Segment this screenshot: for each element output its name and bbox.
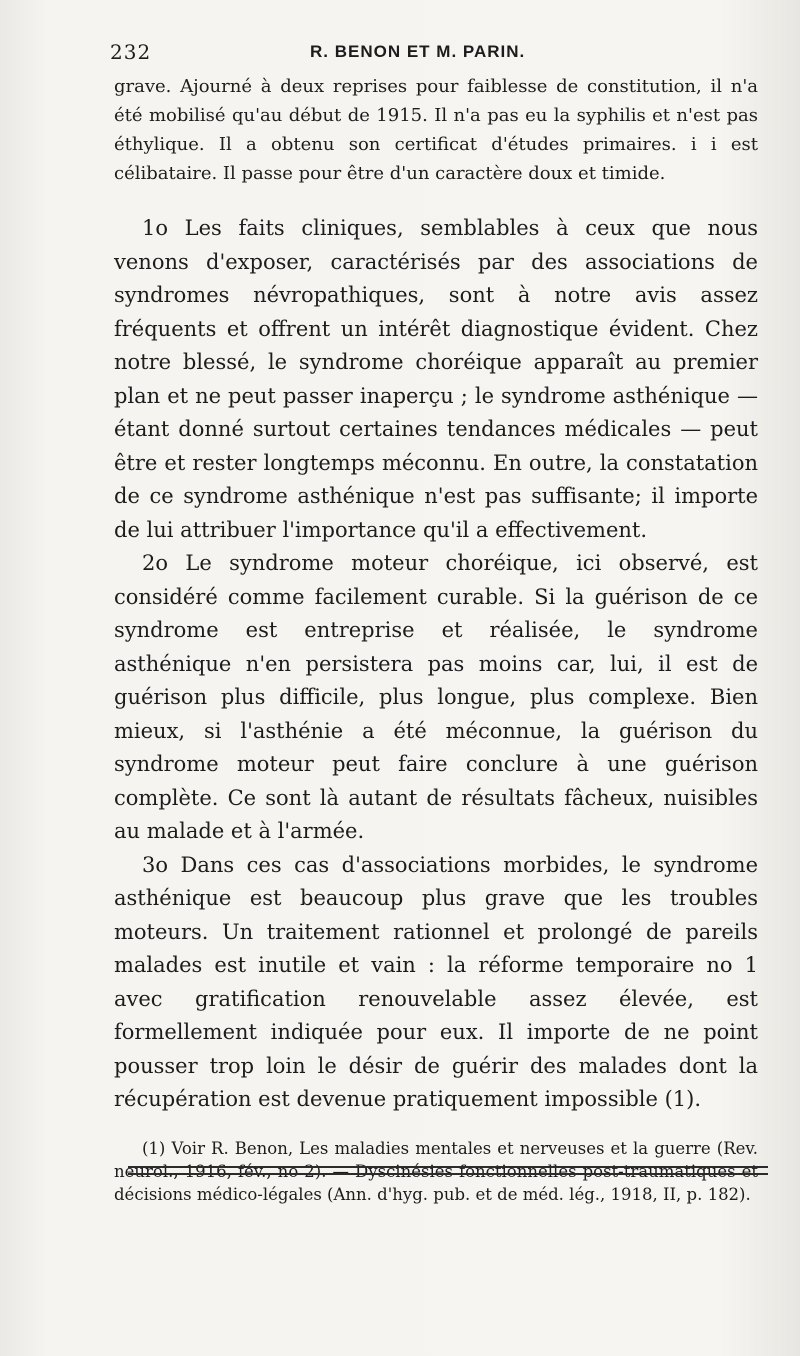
paragraph-1: 1o Les faits cliniques, semblables à ceux que nous venons d'exposer, caractérisés par des associations de syndromes névropathiques, sont à notre avis assez fréquents et offrent un intérêt diagnostique évident. Chez notre blessé, le syndrome choréique apparaît au premier plan et ne peut passer inaperçu ; le syndrome asthénique — étant donné surtout certaines tendances médicales — peut être et rester longtemps méconnu. En outre, la constatation de ce syndrome asthénique n'est pas suffisante; il importe de lui attribuer l'importance qu'il a effectivement. <box>114 216 758 542</box>
page-header <box>110 40 750 72</box>
page-body <box>114 72 758 1222</box>
paragraph-3: 3o Dans ces cas d'associations morbides, le syndrome asthénique est beaucoup plus grave que les troubles moteurs. Un traitement rationnel et prolongé de pareils malades est inutile et vain : la réforme temporaire no 1 avec gratification renouvelable assez élevée, est formellement indiquée pour eux. Il importe de ne point pousser trop loin le désir de guérir des malades dont la récupération est devenue pratiquement impossible (1). <box>114 852 758 1111</box>
footer-rule-bottom <box>128 1173 768 1175</box>
paragraph-2: 2o Le syndrome moteur choréique, ici observé, est considéré comme facilement curable. Si la guérison de ce syndrome est entreprise et réalisée, le syndrome asthénique n'en persistera pas moins car, lui, il est de guérison plus difficile, plus longue, plus complexe. Bien mieux, si l'asthénie a été méconnue, la guérison du syndrome moteur peut faire conclure à une guérison complète. Ce sont là autant de résultats fâcheux, nuisibles au malade et à l'armée. <box>114 551 758 843</box>
page-number: 232 <box>110 40 152 64</box>
intro-paragraph: grave. Ajourné à deux reprises pour faiblesse de constitution, il n'a été mobilisé qu'au début de 1915. Il n'a pas eu la syphilis et n'est pas éthylique. Il a obtenu son certificat d'études primaires. i i est célibataire. Il passe pour être d'un caractère doux et timide. <box>114 76 758 184</box>
footnote: (1) Voir R. Benon, Les maladies mentales et nerveuses et la guerre (Rev. neurol., 1916, fév., no 2). — Dyscinésies fonctionnelles post-traumatiques et décisions médico-légales (Ann. d'hyg. pub. et de méd. lég., 1918, II, p. 182). <box>114 1138 758 1204</box>
running-head: R. BENON ET M. PARIN. <box>310 42 526 61</box>
footer-rule-top <box>128 1166 768 1168</box>
